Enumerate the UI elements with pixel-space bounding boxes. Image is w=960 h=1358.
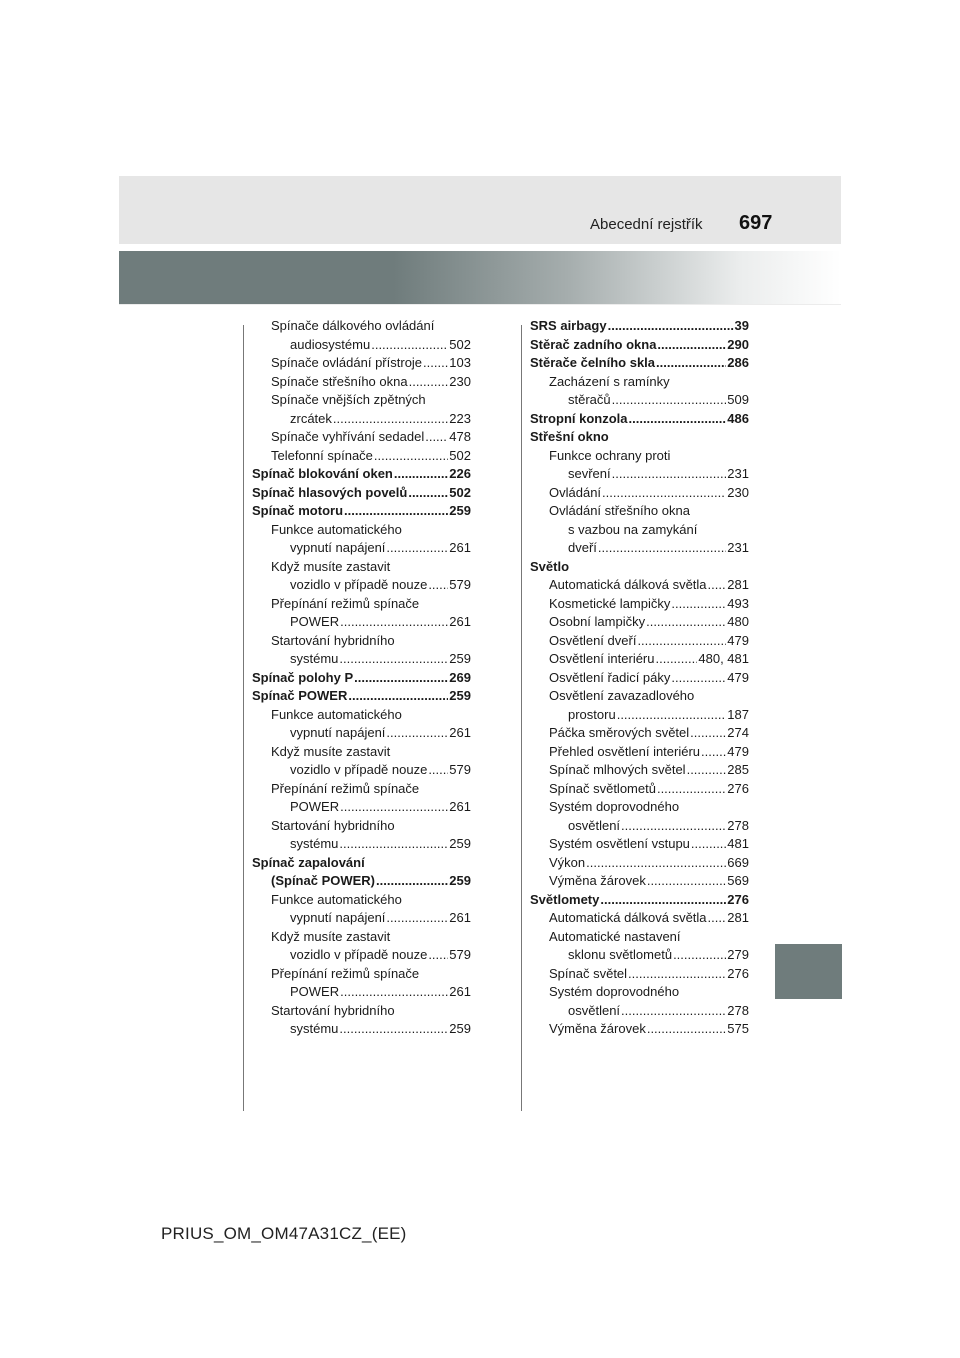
index-entry [252, 632, 471, 651]
index-entry [252, 465, 471, 484]
dot-leader [386, 909, 448, 928]
index-entry-term: Funkce automatického [271, 891, 402, 907]
index-entry [530, 521, 749, 540]
index-entry-term: Spínače ovládání přístroje [271, 355, 423, 370]
index-entry-term: Spínač světel [549, 965, 628, 981]
index-entry-term: Systém doprovodného [549, 984, 680, 999]
index-entry-term: Zacházení s ramínky [549, 373, 670, 389]
index-entry-page[interactable]: 479 [727, 669, 749, 685]
index-entry-term: Startování hybridního [271, 817, 395, 833]
index-entry-term: Když musíte zastavit [271, 558, 391, 574]
index-entry [252, 743, 471, 762]
dot-leader [428, 761, 448, 780]
index-entry-page[interactable]: 103 [449, 355, 471, 370]
index-entry-term: Spínač POWER [252, 688, 348, 703]
index-entry-page[interactable]: 230 [449, 373, 471, 389]
index-entry [252, 687, 471, 706]
dot-leader [339, 835, 448, 854]
index-entry-term: Přepínání režimů spínače [271, 595, 420, 611]
dot-leader [371, 336, 448, 355]
dot-leader [386, 724, 448, 743]
index-entry [530, 465, 749, 484]
index-entry-page[interactable]: 259 [449, 688, 471, 703]
index-entry-page[interactable]: 259 [449, 651, 471, 666]
index-entry-term: Startování hybridního [271, 632, 395, 648]
index-entry-page[interactable]: 480, 481 [698, 651, 749, 666]
index-entry [530, 373, 749, 392]
index-entry [252, 817, 471, 836]
index-entry [530, 558, 749, 577]
dot-leader [617, 706, 727, 725]
index-entry [252, 521, 471, 540]
index-entry-term: Přepínání režimů spínače [271, 965, 420, 981]
index-entry [530, 983, 749, 1002]
dot-leader [394, 465, 448, 484]
index-entry [252, 576, 471, 595]
index-entry-term: Kosmetické lampičky [549, 595, 671, 611]
index-entry [530, 336, 749, 355]
index-entry-term: Funkce automatického [271, 521, 402, 537]
index-entry [252, 595, 471, 614]
index-entry [252, 854, 471, 873]
dot-leader [637, 632, 726, 651]
index-entry-term: Světlo [530, 558, 570, 574]
dot-leader [671, 669, 726, 688]
index-entry-page[interactable]: 569 [727, 873, 749, 888]
dot-leader [340, 798, 448, 817]
index-column-right [530, 317, 749, 1039]
index-entry-page[interactable]: 261 [449, 725, 471, 740]
index-entry [530, 669, 749, 688]
dot-leader [673, 946, 726, 965]
dot-leader [657, 780, 726, 799]
middle-column-rule [521, 325, 522, 1111]
dot-leader [612, 391, 727, 410]
index-entry-term: Páčka směrových světel [549, 725, 690, 740]
dot-leader [598, 539, 726, 558]
index-entry [252, 891, 471, 910]
index-entry-term: Osvětlení zavazadlového [549, 688, 695, 703]
dot-leader [656, 354, 726, 373]
index-entry-page[interactable]: 479 [727, 632, 749, 648]
index-entry-page[interactable]: 274 [727, 725, 749, 740]
index-entry-page[interactable]: 579 [449, 947, 471, 962]
dot-leader [647, 872, 726, 891]
index-entry-term: audiosystému [290, 336, 371, 352]
index-entry-term: sklonu světlometů [568, 947, 673, 962]
index-entry [530, 946, 749, 965]
index-entry-page[interactable]: 479 [727, 743, 749, 759]
index-entry-page[interactable]: 281 [727, 910, 749, 925]
index-entry-term: POWER [290, 614, 340, 629]
index-entry [530, 909, 749, 928]
index-entry-page[interactable]: 502 [449, 484, 471, 500]
index-entry [252, 373, 471, 392]
index-entry-term: Systém doprovodného [549, 799, 680, 814]
index-entry-term: vypnutí napájení [290, 540, 386, 555]
index-entry-page[interactable]: 259 [449, 503, 471, 518]
index-entry-page[interactable]: 276 [727, 965, 749, 981]
index-entry-page[interactable]: 259 [449, 836, 471, 851]
index-entry [252, 872, 471, 891]
index-entry-page[interactable]: 261 [449, 540, 471, 555]
index-entry [252, 965, 471, 984]
index-entry-term: systému [290, 836, 339, 851]
index-entry [530, 428, 749, 447]
index-entry [530, 484, 749, 503]
dot-leader [428, 946, 448, 965]
index-entry [252, 928, 471, 947]
index-entry [252, 780, 471, 799]
index-entry-term: Výměna žárovek [549, 873, 646, 888]
index-entry-page[interactable]: 278 [727, 1002, 749, 1018]
index-entry [530, 613, 749, 632]
index-entry-term: Výkon [549, 854, 586, 870]
index-entry-page[interactable]: 187 [727, 706, 749, 722]
dot-leader [423, 354, 448, 373]
index-entry-term: Spínače vnějších zpětných [271, 392, 426, 407]
index-entry [252, 946, 471, 965]
index-entry [530, 872, 749, 891]
dot-leader [600, 891, 726, 910]
index-entry [530, 743, 749, 762]
index-entry-page[interactable]: 279 [727, 947, 749, 962]
index-entry-term: Stěrače čelního skla [530, 355, 656, 370]
index-entry-term: Osvětlení řadicí páky [549, 669, 671, 685]
header-band [119, 176, 841, 244]
index-entry-term: zrcátek [290, 410, 332, 426]
dot-leader [340, 983, 448, 1002]
index-entry [530, 317, 749, 336]
dot-leader [374, 447, 448, 466]
index-entry-term: Spínač světlometů [549, 780, 656, 796]
index-entry-term: prostoru [568, 706, 616, 722]
index-entry-term: vypnutí napájení [290, 725, 386, 740]
index-entry-term: Spínač blokování oken [252, 466, 393, 481]
index-entry [530, 854, 749, 873]
index-entry [252, 706, 471, 725]
index-entry-term: Výměna žárovek [549, 1021, 646, 1036]
index-entry [252, 502, 471, 521]
index-entry-term: Telefonní spínače [271, 447, 373, 463]
index-entry-page[interactable]: 278 [727, 817, 749, 833]
index-entry-page[interactable]: 478 [449, 429, 471, 444]
index-entry [252, 761, 471, 780]
dot-leader [333, 410, 448, 429]
dot-leader [701, 743, 726, 762]
dot-leader [646, 613, 726, 632]
index-entry [530, 650, 749, 669]
index-entry-term: osvětlení [568, 817, 621, 833]
index-entry-term: Systém osvětlení vstupu [549, 836, 690, 851]
section-title: Abecední rejstřík [590, 216, 703, 233]
index-entry-term: Střešní okno [530, 429, 609, 444]
dot-leader [657, 336, 726, 355]
index-entry-page[interactable]: 509 [727, 392, 749, 407]
index-entry-term: sevření [568, 466, 611, 481]
index-entry-term: Osobní lampičky [549, 614, 646, 629]
index-entry-page[interactable]: 261 [449, 799, 471, 814]
index-entry-term: Stropní konzola [530, 410, 628, 426]
index-entry-term: Funkce ochrany proti [549, 447, 671, 463]
index-entry-term: vozidlo v případě nouze [290, 947, 428, 962]
index-entry [252, 428, 471, 447]
index-entry [530, 1020, 749, 1039]
index-entry [530, 539, 749, 558]
index-entry [530, 761, 749, 780]
index-entry-page[interactable]: 259 [449, 873, 471, 888]
index-entry [530, 780, 749, 799]
index-entry [530, 1002, 749, 1021]
index-entry [252, 1002, 471, 1021]
index-entry-term: Spínače dálkového ovládání [271, 318, 435, 333]
index-entry [252, 558, 471, 577]
index-column-left [252, 317, 471, 1039]
index-entry-term: Osvětlení dveří [549, 632, 637, 648]
index-entry [252, 410, 471, 429]
dot-leader [340, 613, 448, 632]
index-entry [252, 447, 471, 466]
index-entry [252, 983, 471, 1002]
index-entry-term: systému [290, 1021, 339, 1036]
dot-leader [339, 1020, 448, 1039]
index-entry [530, 928, 749, 947]
index-entry-page[interactable]: 290 [727, 336, 749, 352]
document-code: PRIUS_OM_OM47A31CZ_(EE) [161, 1224, 407, 1243]
dot-leader [691, 835, 726, 854]
dot-leader [602, 484, 726, 503]
index-entry-term: Automatické nastavení [549, 928, 681, 944]
index-entry-term: Automatická dálková světla [549, 577, 707, 592]
index-entry-term: systému [290, 651, 339, 666]
index-entry-page[interactable]: 575 [727, 1021, 749, 1036]
index-entry-term: Spínač zapalování [252, 854, 365, 870]
dot-leader [690, 724, 726, 743]
index-entry [252, 724, 471, 743]
index-entry-page[interactable]: 261 [449, 984, 471, 999]
dot-leader [339, 650, 448, 669]
index-entry-page[interactable]: 285 [727, 762, 749, 777]
index-entry-term: osvětlení [568, 1002, 621, 1018]
index-entry-page[interactable]: 493 [727, 595, 749, 611]
index-entry-term: Přepínání režimů spínače [271, 780, 420, 796]
index-entry-page[interactable]: 269 [449, 669, 471, 685]
index-entry-page[interactable]: 230 [727, 484, 749, 500]
index-entry-term: Stěrač zadního okna [530, 336, 657, 352]
index-entry-term: POWER [290, 799, 340, 814]
dot-leader [608, 317, 734, 336]
left-column-rule [243, 325, 244, 1111]
index-entry [530, 891, 749, 910]
index-entry-page[interactable]: 261 [449, 910, 471, 925]
index-entry-term: Osvětlení interiéru [549, 651, 655, 666]
index-entry-term: vozidlo v případě nouze [290, 762, 428, 777]
index-entry-page[interactable]: 481 [727, 836, 749, 851]
index-entry-term: vozidlo v případě nouze [290, 577, 428, 592]
dot-leader [708, 576, 727, 595]
index-entry [252, 909, 471, 928]
index-entry-term: Spínač hlasových povelů [252, 484, 408, 500]
index-entry [252, 835, 471, 854]
index-entry-term: vypnutí napájení [290, 910, 386, 925]
index-entry-term: Spínače vyhřívání sedadel [271, 429, 425, 444]
index-entry [530, 835, 749, 854]
index-entry-page[interactable]: 276 [727, 780, 749, 796]
dot-leader [671, 595, 726, 614]
index-entry-term: Ovládání střešního okna [549, 503, 690, 518]
index-entry-page[interactable]: 281 [727, 577, 749, 592]
divider-line [119, 304, 841, 305]
dot-leader [687, 761, 727, 780]
index-entry [252, 484, 471, 503]
index-entry [252, 317, 471, 336]
dot-leader [348, 687, 448, 706]
index-entry-page[interactable]: 286 [727, 355, 749, 370]
index-entry-page[interactable]: 579 [449, 577, 471, 592]
index-entry-page[interactable]: 486 [727, 410, 749, 426]
index-entry [530, 724, 749, 743]
index-entry-page[interactable]: 223 [449, 410, 471, 426]
dot-leader [647, 1020, 726, 1039]
decorative-gradient-band [119, 251, 841, 304]
dot-leader [612, 465, 727, 484]
index-entry [252, 650, 471, 669]
dot-leader [708, 909, 727, 928]
dot-leader [354, 669, 448, 688]
index-entry [530, 391, 749, 410]
index-entry [252, 669, 471, 688]
page-number: 697 [739, 212, 773, 234]
dot-leader [629, 410, 727, 429]
index-entry-term: Ovládání [549, 484, 602, 500]
index-entry-page[interactable]: 502 [449, 336, 471, 352]
dot-leader [376, 872, 448, 891]
index-entry-page[interactable]: 259 [449, 1021, 471, 1036]
dot-leader [621, 1002, 726, 1021]
index-entry-term: Spínač polohy P [252, 669, 354, 685]
index-entry [252, 613, 471, 632]
dot-leader [408, 484, 448, 503]
dot-leader [628, 965, 726, 984]
index-entry-term: Světlomety [530, 891, 600, 907]
index-entry [252, 798, 471, 817]
index-entry-page[interactable]: 669 [727, 854, 749, 870]
index-entry-term: s vazbou na zamykání [568, 521, 698, 537]
index-entry-page[interactable]: 276 [727, 891, 749, 907]
index-entry-term: Startování hybridního [271, 1002, 395, 1018]
index-entry [530, 447, 749, 466]
dot-leader [409, 373, 449, 392]
index-entry [530, 817, 749, 836]
index-entry [530, 798, 749, 817]
dot-leader [386, 539, 448, 558]
index-entry-term: POWER [290, 984, 340, 999]
index-entry [252, 539, 471, 558]
index-entry-page[interactable]: 480 [727, 614, 749, 629]
index-entry [530, 502, 749, 521]
index-entry-page[interactable]: 226 [449, 466, 471, 481]
index-entry-term: SRS airbagy [530, 318, 607, 333]
index-entry [252, 1020, 471, 1039]
index-entry [530, 354, 749, 373]
index-entry [252, 354, 471, 373]
index-entry [530, 632, 749, 651]
index-entry-term: Automatická dálková světla [549, 910, 707, 925]
index-entry [530, 706, 749, 725]
dot-leader [425, 428, 448, 447]
index-entry [530, 595, 749, 614]
index-entry-page[interactable]: 502 [449, 447, 471, 463]
index-entry-term: Když musíte zastavit [271, 928, 391, 944]
index-entry [530, 576, 749, 595]
index-entry-term: stěračů [568, 392, 611, 407]
dot-leader [344, 502, 448, 521]
dot-leader [656, 650, 698, 669]
index-entry-term: Přehled osvětlení interiéru [549, 743, 701, 759]
index-entry [252, 391, 471, 410]
index-entry-term: (Spínač POWER) [271, 873, 376, 888]
dot-leader [586, 854, 726, 873]
section-side-tab[interactable] [775, 944, 842, 999]
index-entry-term: Spínače střešního okna [271, 373, 408, 389]
index-entry-term: Když musíte zastavit [271, 743, 391, 759]
index-entry [530, 965, 749, 984]
index-entry-term: Spínač motoru [252, 503, 344, 518]
index-entry-page[interactable]: 579 [449, 762, 471, 777]
dot-leader [621, 817, 726, 836]
index-entry-page[interactable]: 231 [727, 466, 749, 481]
index-entry-term: dveří [568, 540, 597, 555]
index-entry-page[interactable]: 261 [449, 614, 471, 629]
index-entry-term: Spínač mlhových světel [549, 762, 686, 777]
index-entry [530, 410, 749, 429]
dot-leader [428, 576, 448, 595]
index-entry-page[interactable]: 231 [727, 540, 749, 555]
index-entry-page[interactable]: 39 [734, 318, 749, 333]
index-entry-term: Funkce automatického [271, 706, 402, 722]
index-entry [530, 687, 749, 706]
index-entry [252, 336, 471, 355]
